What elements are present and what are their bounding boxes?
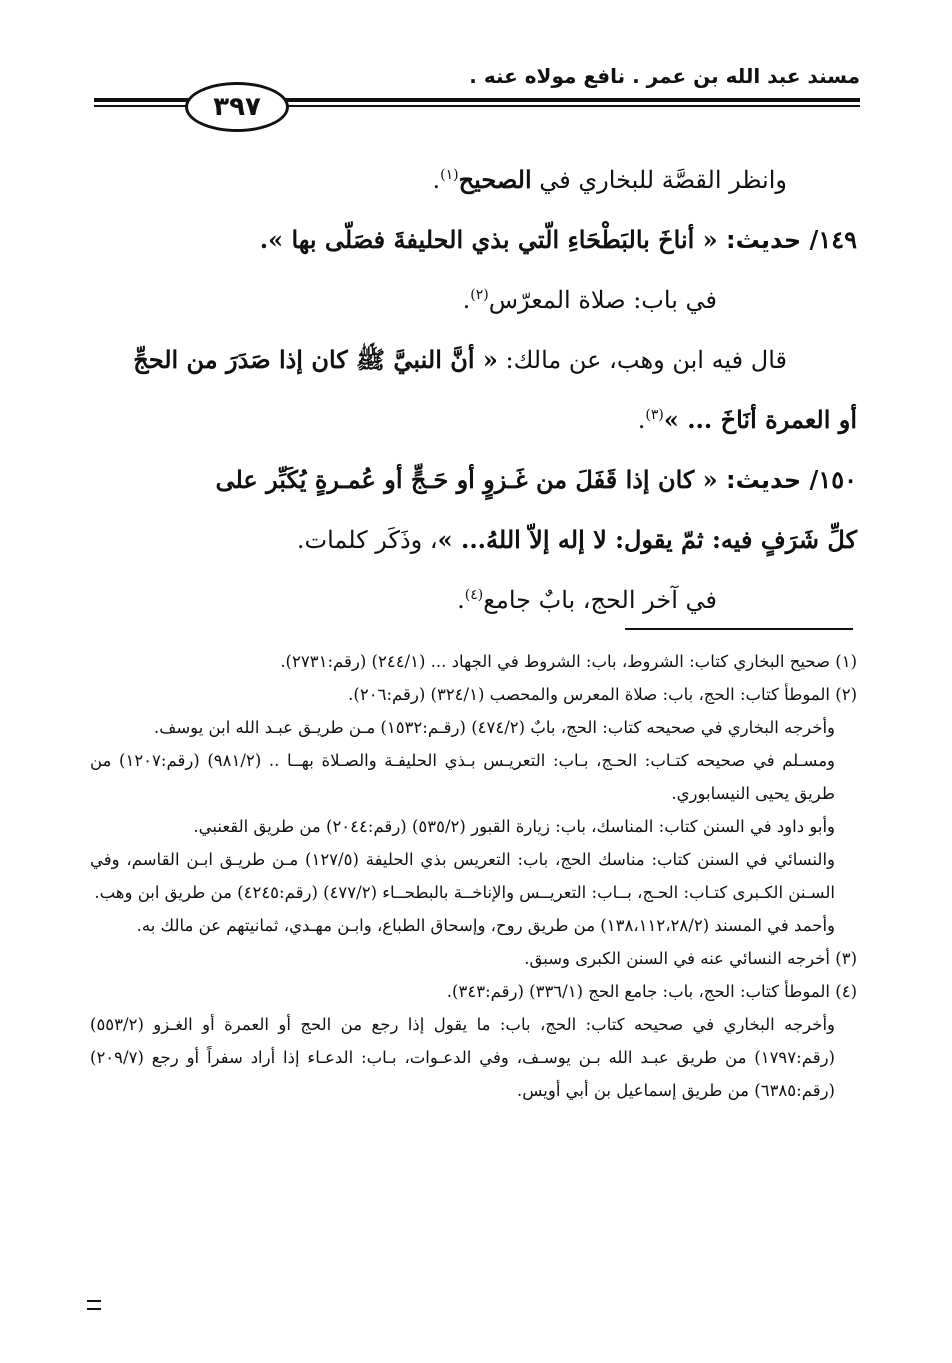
qissa-text: وانظر القصَّة للبخاري في [531,166,787,194]
footnote-ref-1: (١) [440,167,459,183]
paragraph-ibn-wahb-line2 [92,390,857,450]
footnote-separator [625,628,853,630]
footnote-paragraph: وأبو داود في السنن كتاب: المناسك، باب: زيارة القبور (٥٣٥/٢) (رقم:٢٠٤٤) من طريق القعنبي. [193,817,835,836]
footnote-paragraph: وأخرجه البخاري في صحيحه كتاب: الحج، بابٌ (٤٧٤/٢) (رقـم:١٥٣٢) مـن طريـق عبـد الله ابن يوسف. [154,718,835,737]
bab-150-end: . [457,586,465,614]
footnotes [90,645,857,1107]
hadith-149-keyword: حديث: [717,226,802,254]
hadith-150-keyword: حديث: [717,466,802,494]
page-end-mark [87,1300,101,1310]
footnote-ref-4: (٤) [464,587,484,603]
bab-149-end: . [462,286,471,314]
paragraph-ibn-wahb-line1 [92,330,857,390]
footnote-ref-3: (٣) [645,407,664,423]
hadith-150-text-2: كلِّ شَرَفٍ فيه: ثمّ يقول: لا إله إلاّ اللهُ... » [437,525,857,554]
footnote-paragraph: والنسائي في السنن كتاب: مناسك الحج، باب: التعريس بذي الحليفة (١٢٧/٥) مـن طريـق ابـن القاسم، وفي السـنن الكـبرى كتـاب: الحـج، بــاب: التعريــس والإناخــة بالبطحــاء (٤٧٧/٢) (رقم:٤٢٤٥) من طريق ابن وهب. [90,850,835,902]
qissa-bold: الصحيح [458,165,532,194]
footnote-paragraph: وأخرجه البخاري في صحيحه كتاب: الحج، باب: ما يقول إذا رجع من الحج أو العمرة أو الغـزو (٥٥٣/٢) (رقم:١٧٩٧) من طريق عبـد الله بـن يوسـف، وفي الدعـوات، بـاب: الدعـاء إذا أراد سفراً أو رجع (٢٠٩/٧) (رقم:٦٣٨٥) من طريق إسماعيل بن أبي أويس. [90,1015,835,1100]
ibn-wahb-quote-2: أو العمرة أنَاخَ ... » [663,405,857,434]
hadith-150-text-1: « كان إذا قَفَلَ من غَـزوٍ أو حَـجٍّ أو عُمـرةٍ يُكَبِّر على [215,465,718,494]
bab-150 [92,570,857,630]
hadith-150-line1 [92,450,857,510]
qissa-end: . [432,166,441,194]
ibn-wahb-end: . [637,406,646,434]
ibn-wahb-intro: قال فيه ابن وهب، عن مالك: [497,346,787,374]
paragraph-qissa [92,150,857,210]
hadith-149-text: « أناخَ بالبَطْحَاءِ الّتي بذي الحليفةَ فصَلّى بها ». [259,225,718,254]
footnote-paragraph: (٤) الموطأ كتاب: الحج، باب: جامع الحج (٣٣٦/١) (رقم:٣٤٣). [446,982,857,1001]
bab-149 [92,270,857,330]
hadith-150-tail: ، وذَكَر كلمات. [296,526,438,554]
running-header: مسند عبد الله بن عمر . نافع مولاه عنه . [469,64,860,88]
hadith-150-line2 [92,510,857,570]
footnote-paragraph: (١) صحيح البخاري كتاب: الشروط، باب: الشروط في الجهاد ... (٢٤٤/١) (رقم:٢٧٣١). [280,652,857,671]
hadith-149-number: ١٤٩/ [801,225,857,254]
ibn-wahb-quote-1: « أنَّ النبيَّ ﷺ كان إذا صَدَرَ من الحجِّ [133,345,498,374]
footnote-paragraph: (٣) أخرجه النسائي عنه في السنن الكبرى وسبق. [524,949,857,968]
footnote-ref-2: (٢) [470,287,489,303]
hadith-150-number: ١٥٠/ [801,465,857,494]
main-text [92,150,857,630]
footnote-paragraph: (٢) الموطأ كتاب: الحج، باب: صلاة المعرس والمحصب (٣٢٤/١) (رقم:٢٠٦). [348,685,857,704]
bab-150-text: في آخر الحج، بابٌ جامع [483,586,717,614]
footnote-paragraph: ومسـلم في صحيحه كتـاب: الحـج، بـاب: التعريـس بـذي الحليفـة والصـلاة بهــا .. (٩٨١/٢) (رقم:١٢٠٧) من طريق يحيى النيسابوري. [90,751,835,803]
footnote-paragraph: وأحمد في المسند (١٣٨،١١٢،٢٨/٢) من طريق روح، وإسحاق الطباع، وابـن مهـدي، ثمانيتهم عن مالك به. [136,916,835,935]
hadith-149 [92,210,857,270]
bab-149-text: في باب: صلاة المعرّس [488,286,717,314]
page-number-oval: ٣٩٧ [185,82,289,132]
